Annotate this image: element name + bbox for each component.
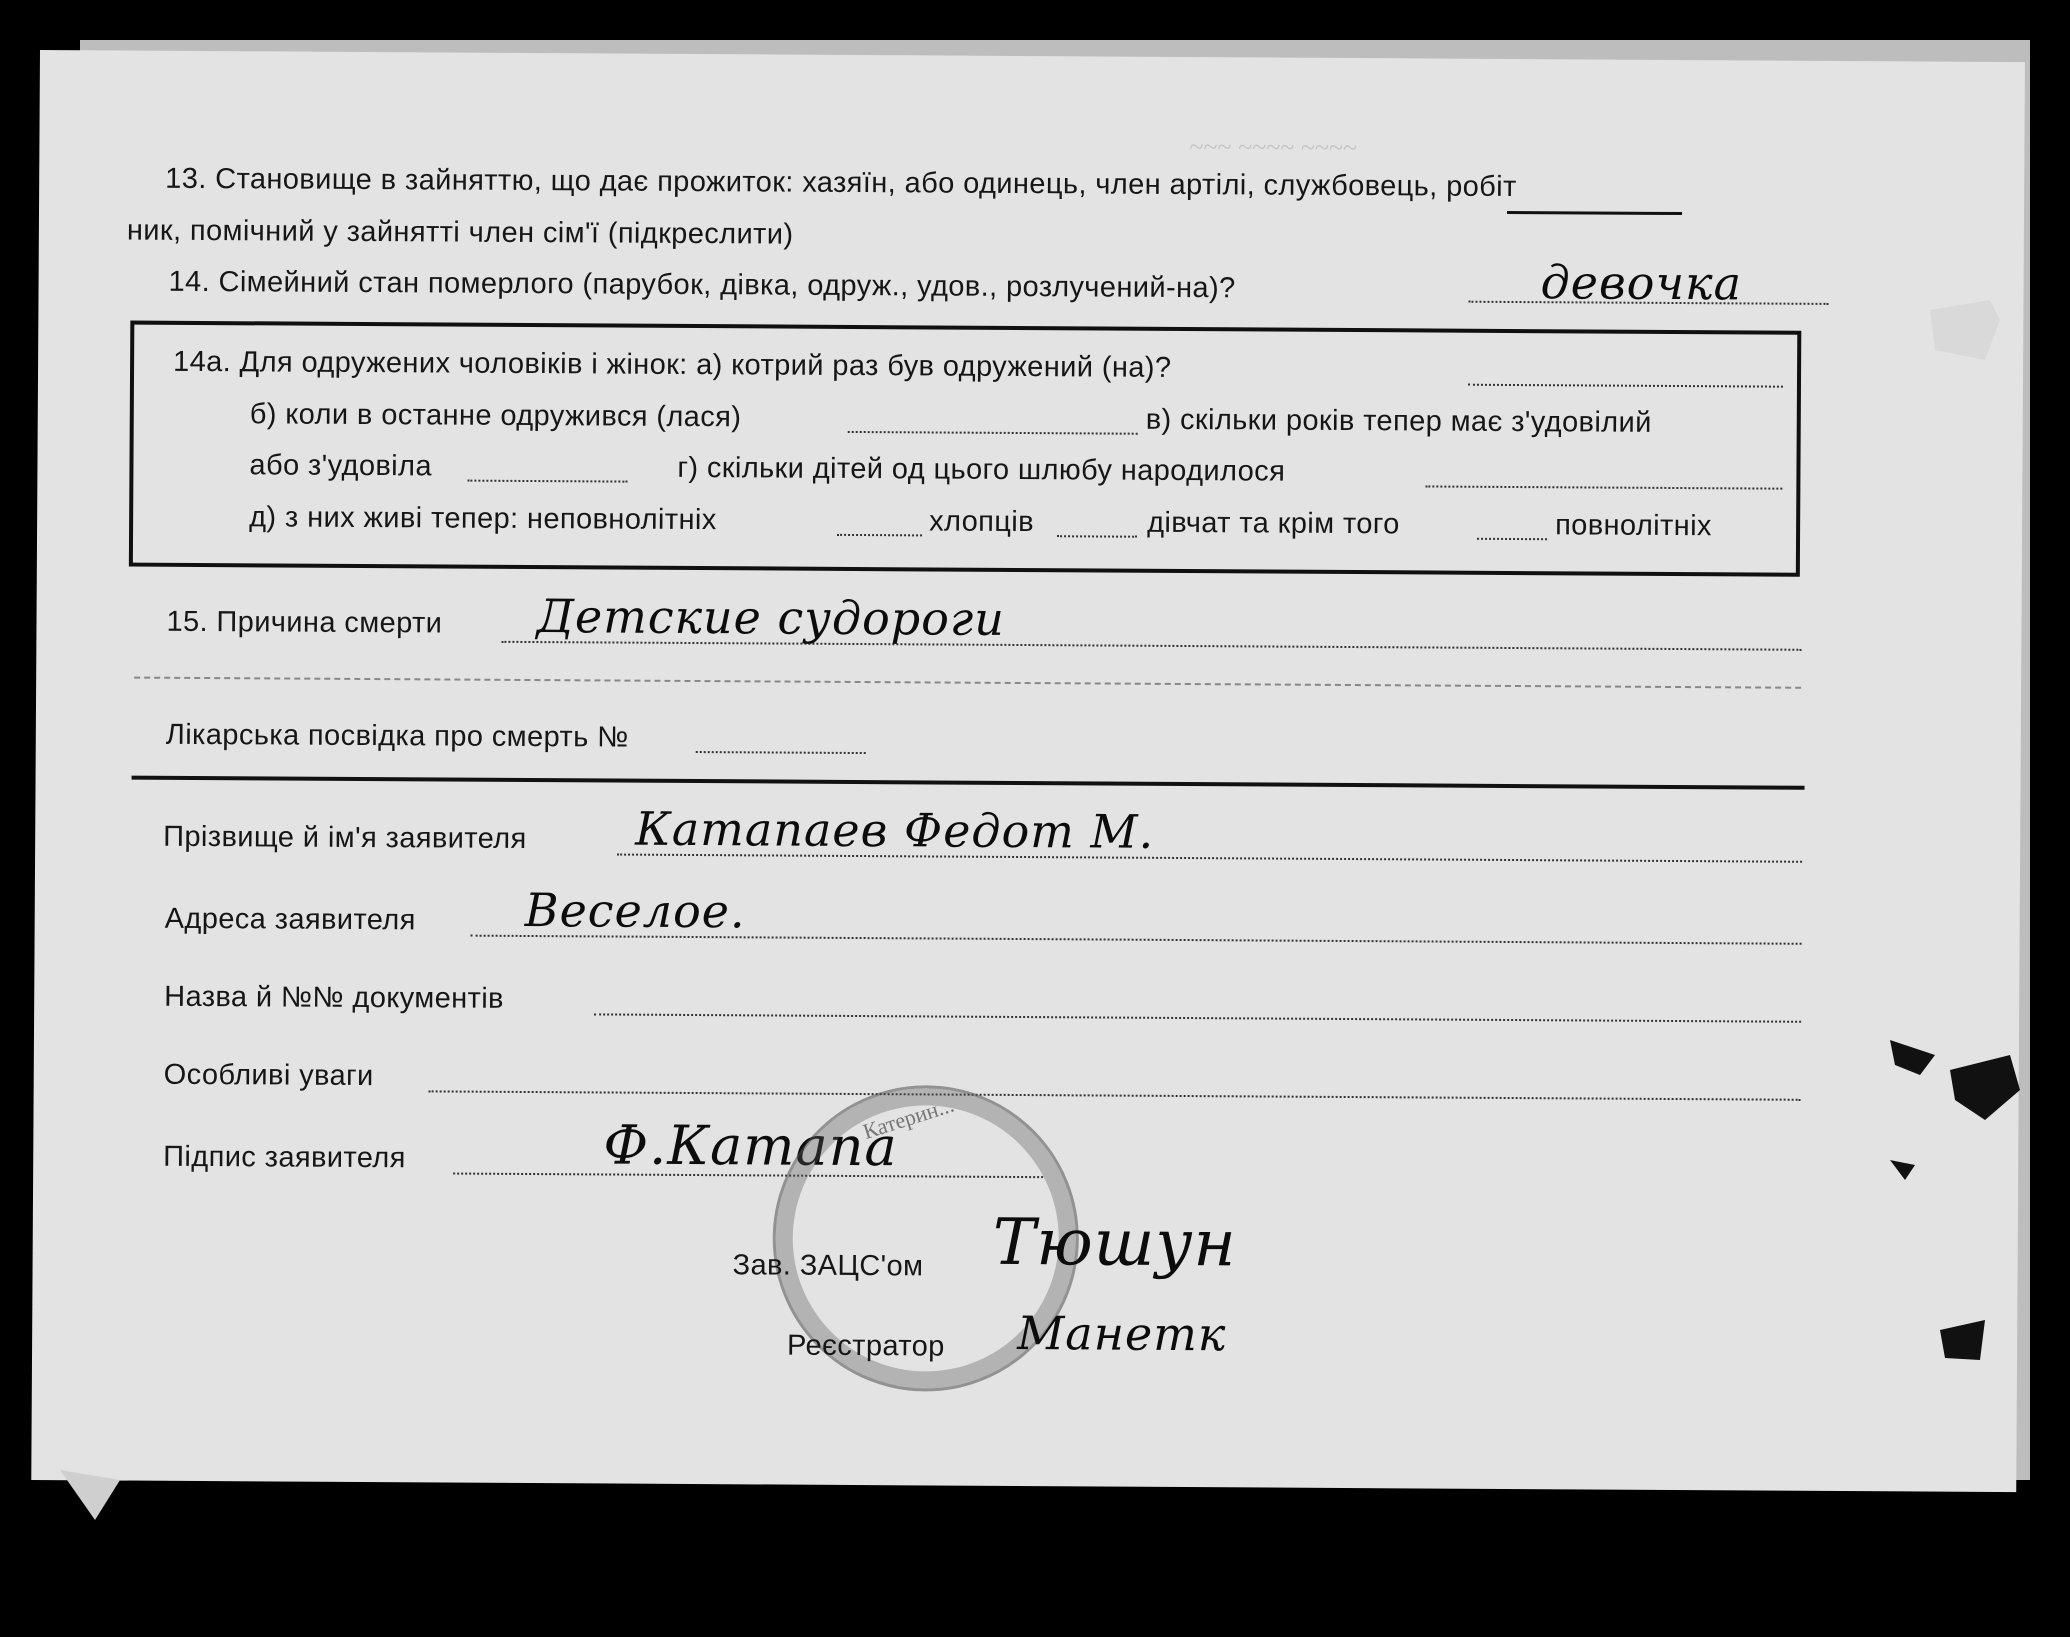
cause-of-death-handwritten: Детские судороги [536,589,1005,646]
item14a-v: в) скільки років тепер має з'удовілий [1145,403,1652,439]
stamp-text: Катерин... [859,1091,957,1145]
applicant-signature-handwritten: Ф.Катапа [603,1113,898,1179]
item14a-adults: повнолітніх [1555,509,1712,543]
item14a-g: г) скільки дітей од цього шлюбу народилося [677,451,1286,488]
documents-label: Назва й №№ документів [164,980,505,1015]
notes-label: Особливі уваги [163,1058,374,1093]
item14a-abo: або з'удовіла [249,449,433,483]
applicant-signature-label: Підпис заявителя [163,1140,406,1175]
applicant-address-handwritten: Веселое. [524,882,746,939]
item13-line1: 13. Становище в зайняттю, що дає прожиток: хазяїн, або одинець, член артілі, службовець, робіт [165,162,1517,204]
medical-cert-label: Лікарська посвідка про смерть № [165,718,629,754]
bleed-through-text: ~~~ ~~~~ ~~~~ [1189,132,1358,163]
applicant-address-label: Адреса заявителя [164,902,416,937]
item14a-d: д) з них живі тепер: неповнолітніх [249,501,717,537]
head-signature-handwritten: Тюшун [992,1205,1237,1282]
registrar-label: Реєстратор [787,1329,945,1363]
item15-label: 15. Причина смерти [166,605,443,640]
item14a-b: б) коли в останне одружився (лася) [249,398,742,434]
item13-line2: ник, помічний у зайнятті член сім'ї (підкреслити) [126,214,794,251]
item14a-boys: хлопців [929,505,1035,539]
head-label: Зав. ЗАЦС'ом [732,1249,924,1283]
item14a-girls: дівчат та крім того [1147,506,1400,541]
item14-label: 14. Сімейний стан померлого (парубок, дівка, одруж., удов., розлучений-на)? [168,265,1236,305]
registrar-signature-handwritten: Манетк [1017,1305,1227,1362]
item14a-line1: 14а. Для одружених чоловіків і жінок: а) котрий раз був одружений (на)? [172,345,1172,384]
applicant-name-label: Прізвище й ім'я заявителя [163,820,527,855]
marital-status-handwritten: девочка [1540,255,1743,311]
applicant-name-handwritten: Катапаев Федот М. [635,801,1155,859]
